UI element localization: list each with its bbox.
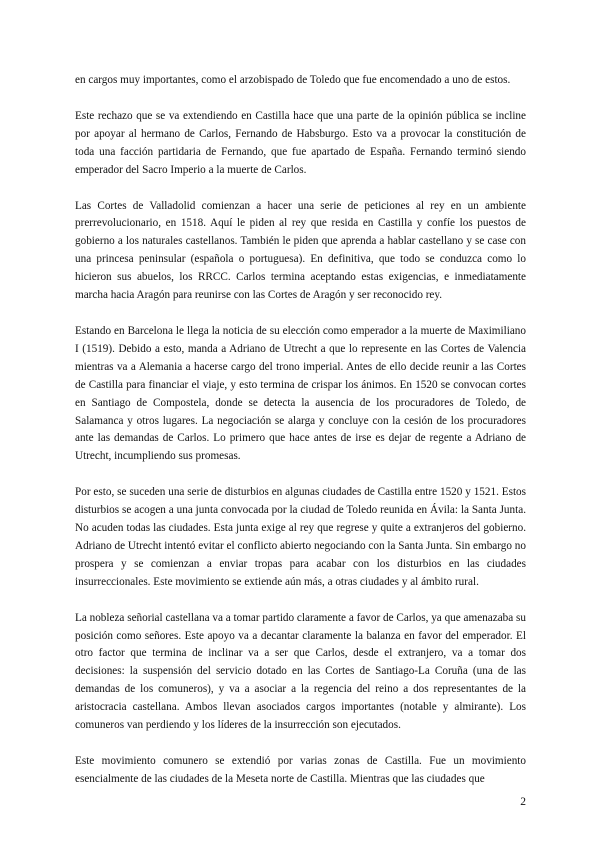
paragraph-1: en cargos muy importantes, como el arzobispado de Toledo que fue encomendado a uno de estos. [75,74,511,86]
paragraph-4: Estando en Barcelona le llega la noticia de su elección como emperador a la muerte de Maximiliano I (1519). Debido a esto, manda a Adriano de Utrecht a que lo represente en las Cortes de Valencia mientras va a Alemania a hacerse cargo del trono imperial. Antes de ello decide reunir a las Cortes de Castilla para financiar el viaje, y esto termina de crispar los ánimos. En 1520 se convocan cortes en Santiago de Compostela, donde se detecta la ausencia de los procuradores de Toledo, de Salamanca y otros lugares. La negociación se alarga y concluye con la cesión de los procuradores ante las demandas de Carlos. Lo primero que hace antes de irse es dejar de regente a Adriano de Utrecht, incumpliendo sus promesas. [75,324,526,463]
paragraph-5: Por esto, se suceden una serie de disturbios en algunas ciudades de Castilla entre 1520 y 1521. Estos disturbios se acogen a una junta convocada por la ciudad de Toledo reunida en Ávila: la Santa Junta. No acuden todas las ciudades. Esta junta exige al rey que regrese y quite a extranjeros del gobierno. Adriano de Utrecht intentó evitar el conflicto abierto negociando con la Santa Junta. Sin embargo no prospera y se comienzan a enviar tropas para acabar con los disturbios en las ciudades insurreccionales. Este movimiento se extiende aún más, a otras ciudades y al ámbito rural. [75,486,526,588]
paragraph-6: La nobleza señorial castellana va a tomar partido claramente a favor de Carlos, ya que amenazaba su posición como señores. Este apoyo va a decantar claramente la balanza en favor del emperador. El otro factor que termina de inclinar va a ser que Carlos, desde el extranjero, va a tomar dos decisiones: la suspensión del servicio dotado en las Cortes de Santiago-La Coruña (una de las demandas de los comuneros), y va a asociar a la regencia del reino a dos representantes de la aristocracia castellana. Ambos llevan asociados cargos importantes (notable y almirante). Los comuneros van perdiendo y los líderes de la insurrección son ejecutados. [75,611,526,732]
page-number: 2 [520,796,526,808]
paragraph-2: Este rechazo que se va extendiendo en Castilla hace que una parte de la opinión pública se incline por apoyar al hermano de Carlos, Fernando de Habsburgo. Esto va a provocar la constitución de toda una facción partidaria de Fernando, que fue apartado de España. Fernando terminó siendo emperador del Sacro Imperio a la muerte de Carlos. [75,109,526,176]
document-body [75,72,526,789]
paragraph-7: Este movimiento comunero se extendió por varias zonas de Castilla. Fue un movimiento esencialmente de las ciudades de la Meseta norte de Castilla. Mientras que las ciudades que [75,755,526,785]
paragraph-3: Las Cortes de Valladolid comienzan a hacer una serie de peticiones al rey en un ambiente prerrevolucionario, en 1518. Aquí le piden al rey que resida en Castilla y confíe los puestos de gobierno a los naturales castellanos. También le piden que aprenda a hablar castellano y se case con una princesa peninsular (española o portuguesa). En definitiva, que todo se conduzca como lo hicieron sus abuelos, los RRCC. Carlos termina aceptando estas exigencias, e inmediatamente marcha hacia Aragón para reunirse con las Cortes de Aragón y ser reconocido rey. [75,199,526,302]
